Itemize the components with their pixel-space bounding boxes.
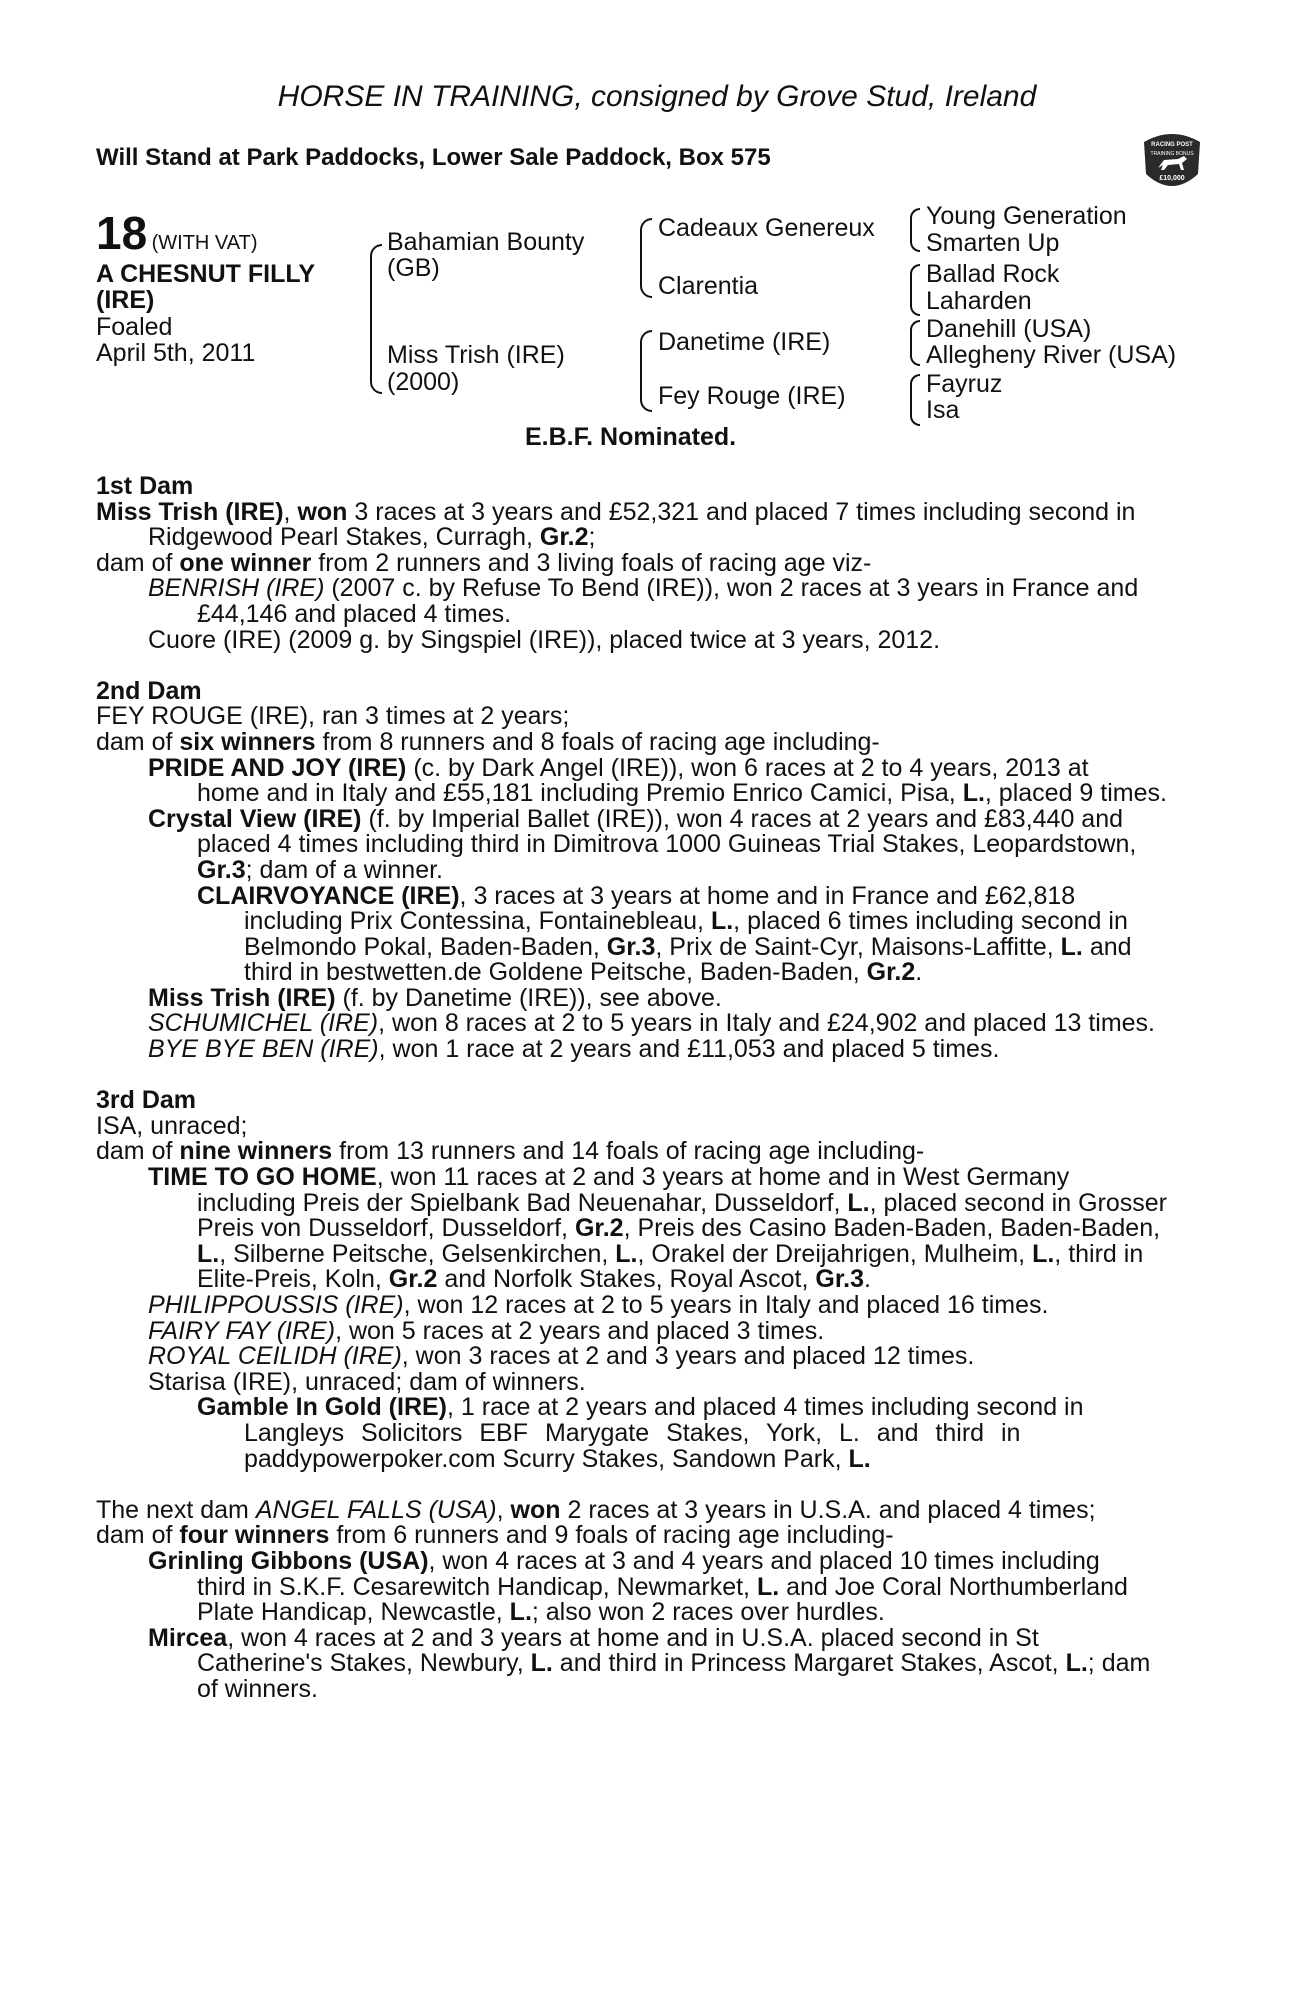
first-dam-line: Ridgewood Pearl Stakes, Curragh, Gr.2; [148,523,596,552]
dam-details [96,474,1206,1703]
pedigree-bracket-dd [910,374,920,426]
svg-text:£10,000: £10,000 [1159,175,1185,182]
pedigree-sire-dam: Clarentia [658,272,759,300]
second-dam-line: placed 4 times including third in Dimitrova 1000 Guineas Trial Stakes, Leopardstown, [197,830,1137,859]
next-dam-line: Grinling Gibbons (USA), won 4 races at 3 and 4 years and placed 10 times including [148,1546,1100,1575]
third-dam-line: TIME TO GO HOME, won 11 races at 2 and 3 years at home and in West Germany [148,1163,1070,1192]
pedigree-sss: Young Generation [926,202,1127,230]
pedigree-dds: Fayruz [926,370,1003,398]
pedigree-bracket-ds [910,320,920,366]
second-dam-line: Crystal View (IRE) (f. by Imperial Ballet (IRE)), won 4 races at 2 years and £83,440 and [148,804,1124,833]
vat-note: (WITH VAT) [151,232,258,254]
pedigree-dam-sire: Danetime (IRE) [658,328,831,356]
training-bonus-badge [1140,128,1204,196]
third-dam-line: Starisa (IRE), unraced; dam of winners. [148,1367,586,1396]
pedigree-dam-year: (2000) [387,368,460,396]
second-dam-line: Gr.3; dam of a winner. [197,855,443,884]
second-dam-line: SCHUMICHEL (IRE), won 8 races at 2 to 5 years in Italy and £24,902 and placed 13 times. [148,1009,1155,1038]
pedigree-bracket-ss [910,208,920,252]
first-dam-line: Cuore (IRE) (2009 g. by Singspiel (IRE)), placed twice at 3 years, 2012. [148,625,941,654]
pedigree-bracket-dam [640,330,652,412]
next-dam-line: dam of four winners from 6 runners and 9 foals of racing age including- [96,1521,894,1550]
foaled-date: April 5th, 2011 [96,339,256,367]
pedigree-dam: Miss Trish (IRE) [387,341,565,369]
second-dam-line: dam of six winners from 8 runners and 8 foals of racing age including- [96,727,880,756]
third-dam-line: PHILIPPOUSSIS (IRE), won 12 races at 2 to 5 years in Italy and placed 16 times. [148,1291,1049,1319]
foaled-label: Foaled [96,313,173,341]
next-dam-line: Plate Handicap, Newcastle, L.; also won 2 races over hurdles. [197,1598,885,1627]
lot-name-line-1: A CHESNUT FILLY [96,260,315,288]
first-dam-line: £44,146 and placed 4 times. [197,599,512,628]
second-dam-line: CLAIRVOYANCE (IRE), 3 races at 3 years at home and in France and £62,818 [197,881,1076,910]
next-dam-line: The next dam ANGEL FALLS (USA), won 2 races at 3 years in U.S.A. and placed 4 times; [96,1495,1096,1524]
pedigree-ddd: Isa [926,396,960,424]
second-dam-heading: 2nd Dam [96,676,202,705]
next-dam-line: of winners. [197,1674,318,1703]
second-dam-line: FEY ROUGE (IRE), ran 3 times at 2 years; [96,702,570,731]
next-dam-line: Catherine's Stakes, Newbury, L. and third in Princess Margaret Stakes, Ascot, L.; dam [197,1649,1151,1678]
third-dam-line: Preis von Dusseldorf, Dusseldorf, Gr.2, Preis des Casino Baden-Baden, Baden-Baden, [197,1214,1161,1243]
third-dam-line: Elite-Preis, Koln, Gr.2 and Norfolk Stakes, Royal Ascot, Gr.3. [197,1265,871,1294]
lot-heading [96,206,258,260]
next-dam-line: Mircea, won 4 races at 2 and 3 years at home and in U.S.A. placed second in St [148,1623,1039,1652]
second-dam-line: BYE BYE BEN (IRE), won 1 race at 2 years and £11,053 and placed 5 times. [148,1035,1000,1064]
pedigree-dam-dam: Fey Rouge (IRE) [658,382,846,410]
third-dam-line: paddypowerpoker.com Scurry Stakes, Sandown Park, L. [244,1444,871,1473]
pedigree-dsd: Allegheny River (USA) [926,341,1177,369]
third-dam-line: L., Silberne Peitsche, Gelsenkirchen, L., Orakel der Dreijahrigen, Mulheim, L., third in [197,1239,1144,1268]
second-dam-line: Miss Trish (IRE) (f. by Danetime (IRE)), see above. [148,983,722,1012]
stand-location: Will Stand at Park Paddocks, Lower Sale Paddock, Box 575 [96,144,771,171]
pedigree-sire: Bahamian Bounty [387,228,585,256]
third-dam-line: Gamble In Gold (IRE), 1 race at 2 years and placed 4 times including second in [197,1393,1084,1422]
lot-name-line-2: (IRE) [96,286,155,314]
third-dam-line: Langleys Solicitors EBF Marygate Stakes, York, L. and third in [244,1418,1021,1447]
second-dam-line: home and in Italy and £55,181 including Premio Enrico Camici, Pisa, L., placed 9 times. [197,779,1167,808]
next-dam-line: third in S.K.F. Cesarewitch Handicap, Newmarket, L. and Joe Coral Northumberland [197,1572,1128,1601]
second-dam-line: third in bestwetten.de Goldene Peitsche, Baden-Baden, Gr.2. [244,958,923,987]
first-dam-line: dam of one winner from 2 runners and 3 living foals of racing age viz- [96,548,872,577]
svg-text:RACING POST: RACING POST [1151,142,1193,148]
second-dam-line: including Prix Contessina, Fontainebleau, L., placed 6 times including second in [244,907,1128,936]
pedigree-dss: Danehill (USA) [926,315,1092,343]
pedigree-sire-origin: (GB) [387,254,440,282]
first-dam-line: Miss Trish (IRE), won 3 races at 3 years and £52,321 and placed 7 times including second in [96,497,1136,526]
third-dam-line: ROYAL CEILIDH (IRE), won 3 races at 2 and 3 years and placed 12 times. [148,1342,975,1371]
pedigree-bracket-sd [910,264,920,316]
third-dam-line: including Preis der Spielbank Bad Neuenahar, Dusseldorf, L., placed second in Grosser [197,1188,1167,1217]
svg-text:TRAINING BONUS: TRAINING BONUS [1150,151,1194,157]
ebf-nomination: E.B.F. Nominated. [525,423,737,451]
third-dam-line: dam of nine winners from 13 runners and 14 foals of racing age including- [96,1137,925,1166]
pedigree-ssd: Smarten Up [926,229,1060,257]
third-dam-line: ISA, unraced; [96,1111,248,1140]
page-title: HORSE IN TRAINING, consigned by Grove Stud, Ireland [277,80,1037,113]
pedigree-sds: Ballad Rock [926,260,1060,288]
training-bonus-badge-icon [1140,128,1204,196]
first-dam-line: BENRISH (IRE) (2007 c. by Refuse To Bend (IRE)), won 2 races at 3 years in France and [148,574,1139,603]
first-dam-heading: 1st Dam [96,472,194,500]
pedigree-bracket-sire [640,218,652,298]
third-dam-line: FAIRY FAY (IRE), won 5 races at 2 years and placed 3 times. [148,1316,825,1345]
second-dam-line: PRIDE AND JOY (IRE) (c. by Dark Angel (IRE)), won 6 races at 2 to 4 years, 2013 at [148,753,1089,782]
third-dam-heading: 3rd Dam [96,1086,197,1115]
pedigree-sire-sire: Cadeaux Genereux [658,214,875,242]
pedigree-bracket-main [370,244,382,394]
second-dam-line: Belmondo Pokal, Baden-Baden, Gr.3, Prix de Saint-Cyr, Maisons-Laffitte, L. and [244,932,1132,961]
lot-number: 18 [96,207,148,259]
pedigree-sdd: Laharden [926,287,1032,315]
